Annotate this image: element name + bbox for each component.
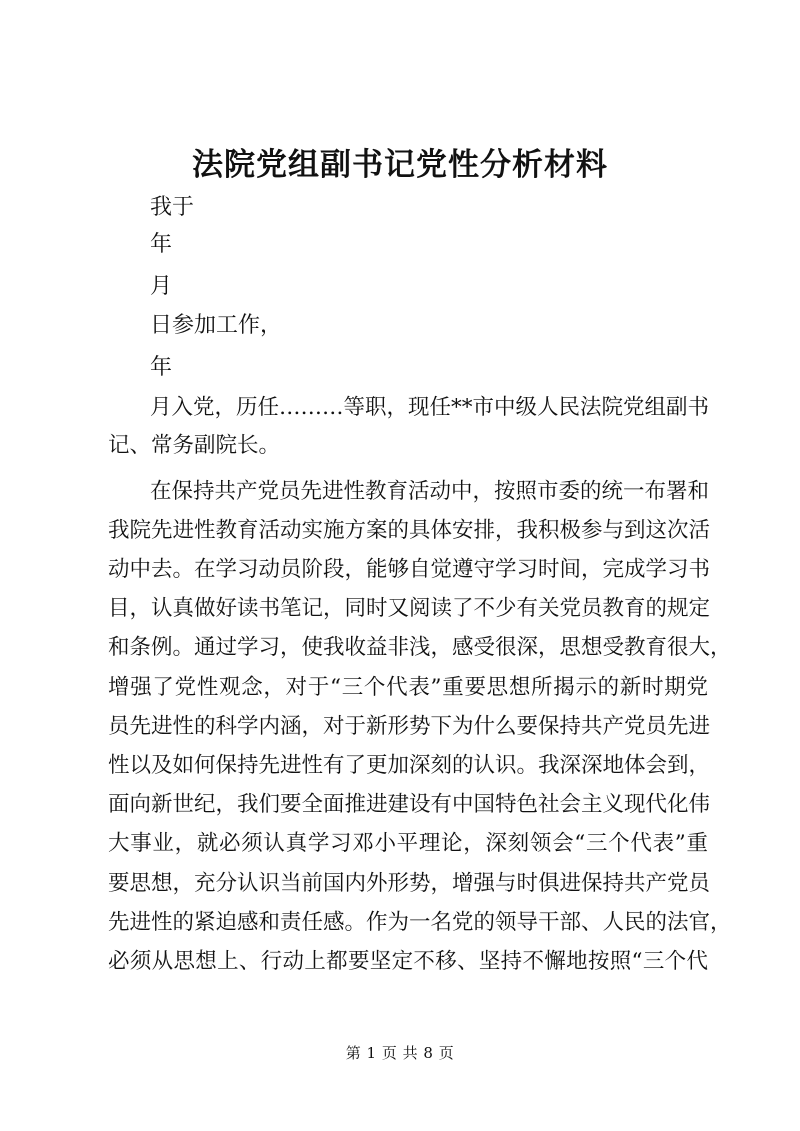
intro-line: 我于 (150, 195, 195, 220)
document-title: 法院党组副书记党性分析材料 (192, 147, 608, 183)
intro-line: 日参加工作， (150, 313, 283, 338)
paragraph-line: 员先进性的科学内涵，对于新形势下为什么要保持共产党员先进 (108, 714, 711, 739)
paragraph-line: 和条例。通过学习，使我收益非浅，感受很深，思想受教育很大， (108, 635, 732, 660)
intro-line: 月 (150, 274, 173, 299)
paragraph-line: 在保持共产党员先进性教育活动中，按照市委的统一布署和 (150, 479, 710, 504)
page-footer: 第 1 页 共 8 页 (345, 1044, 455, 1062)
paragraph-line: 目，认真做好读书笔记，同时又阅读了不少有关党员教育的规定 (108, 596, 711, 621)
intro-line: 年 (150, 232, 173, 257)
paragraph-line: 我院先进性教育活动实施方案的具体安排，我积极参与到这次活 (108, 518, 711, 543)
paragraph-line: 要思想，充分认识当前国内外形势，增强与时俱进保持共产党员 (108, 871, 711, 896)
intro-line: 年 (150, 355, 173, 380)
paragraph-line: 动中去。在学习动员阶段，能够自觉遵守学习时间，完成学习书 (108, 557, 711, 582)
paragraph-line: 月入党，历任………等职，现任**市中级人民法院党组副书 (150, 395, 710, 420)
paragraph-line: 面向新世纪，我们要全面推进建设有中国特色社会主义现代化伟 (108, 792, 711, 817)
paragraph-line: 必须从思想上、行动上都要坚定不移、坚持不懈地按照“三个代 (108, 949, 708, 974)
paragraph-line: 先进性的紧迫感和责任感。作为一名党的领导干部、人民的法官， (108, 910, 732, 935)
paragraph-line: 性以及如何保持先进性有了更加深刻的认识。我深深地体会到， (108, 753, 711, 778)
paragraph-line: 记、常务副院长。 (108, 433, 281, 458)
paragraph-line: 大事业，就必须认真学习邓小平理论，深刻领会“三个代表”重 (108, 831, 708, 856)
paragraph-line: 增强了党性观念，对于“三个代表”重要思想所揭示的新时期党 (108, 675, 708, 700)
